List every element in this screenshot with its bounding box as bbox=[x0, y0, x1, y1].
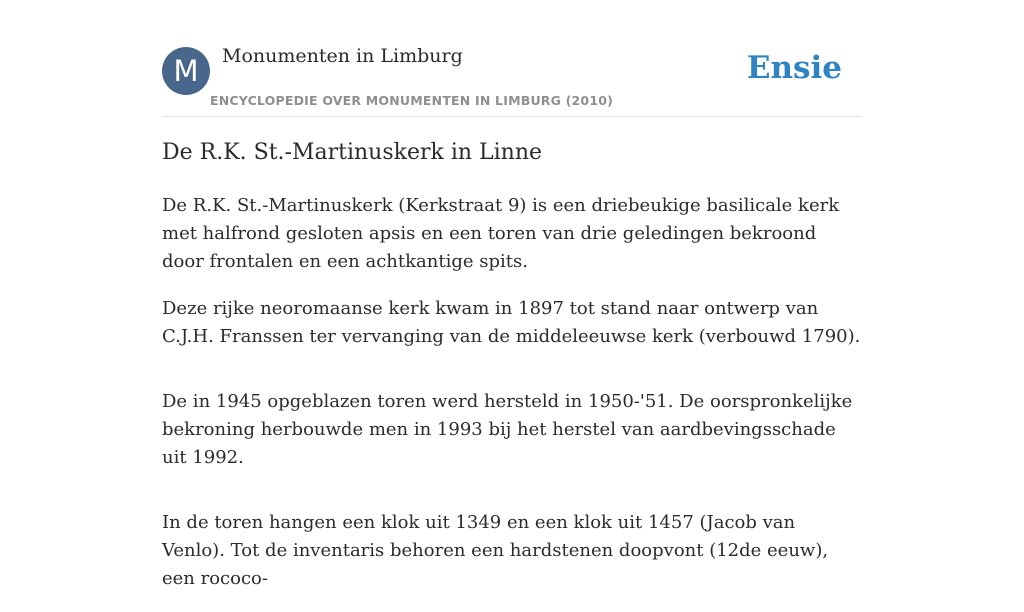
article-body bbox=[162, 192, 862, 612]
article-title: De R.K. St.-Martinuskerk in Linne bbox=[162, 140, 543, 165]
brand-logo[interactable]: Ensie bbox=[746, 50, 842, 86]
source-subtitle: ENCYCLOPEDIE OVER MONUMENTEN IN LIMBURG (2010) bbox=[210, 93, 614, 108]
article-paragraph: Deze rijke neoromaanse kerk kwam in 1897 tot stand naar ontwerp van C.J.H. Franssen ter vervanging van de middeleeuwse kerk (verbouwd 1790). bbox=[162, 298, 861, 347]
article-paragraph: De R.K. St.-Martinuskerk (Kerkstraat 9) is een driebeukige basilicale kerk met halfrond gesloten apsis en een toren van drie geledingen bekroond door frontalen en een achtkantige spits. bbox=[162, 195, 840, 272]
source-avatar[interactable]: M bbox=[162, 47, 210, 95]
source-title[interactable]: Monumenten in Limburg bbox=[222, 45, 463, 67]
article-paragraph: In de toren hangen een klok uit 1349 en een klok uit 1457 (Jacob van Venlo). Tot de inventaris behoren een hardstenen doopvont (12de eeuw), een rococo- bbox=[162, 512, 829, 589]
article-paragraph: De in 1945 opgeblazen toren werd hersteld in 1950-'51. De oorspronkelijke bekroning herbouwde men in 1993 bij het herstel van aardbevingsschade uit 1992. bbox=[162, 391, 853, 468]
header bbox=[162, 0, 862, 117]
page bbox=[162, 0, 862, 589]
